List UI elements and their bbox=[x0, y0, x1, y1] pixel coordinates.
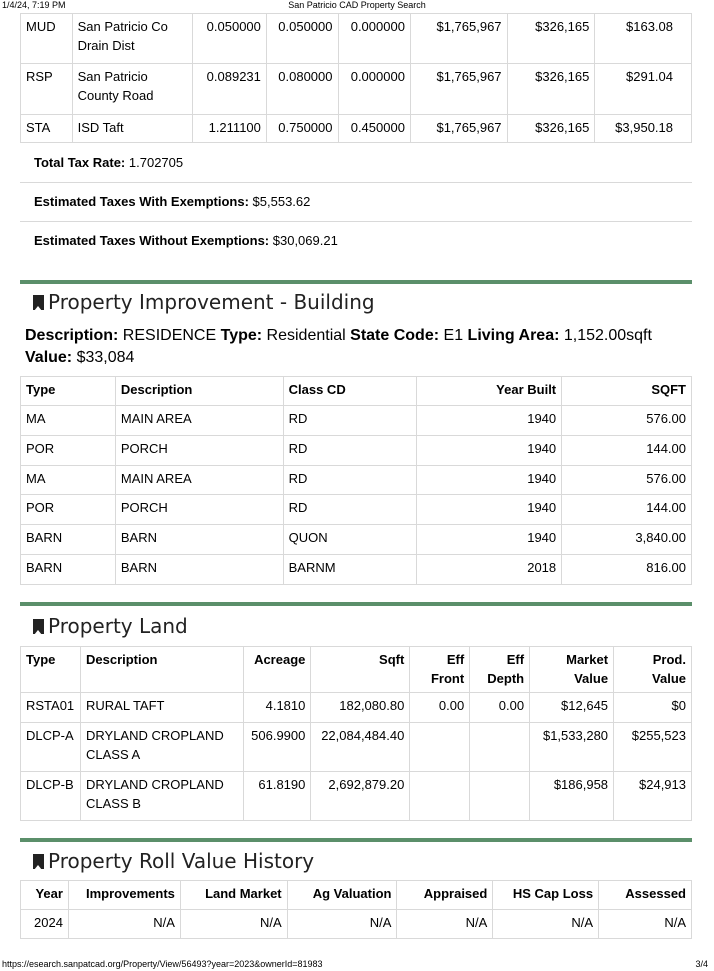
tax-rate: 0.000000 bbox=[338, 14, 410, 64]
land-section-title: Property Land bbox=[33, 614, 188, 638]
bookmark-icon bbox=[33, 295, 44, 310]
tax-entity-name: ISD Taft bbox=[72, 115, 193, 143]
table-row: POR PORCH RD 1940 144.00 bbox=[21, 436, 692, 466]
print-header bbox=[0, 0, 714, 12]
table-row: DLCP-A DRYLAND CROPLAND CLASS A 506.9900 22,084,484.40 $1,533,280 $255,523 bbox=[21, 723, 692, 772]
tax-amount: $326,165 bbox=[507, 64, 595, 115]
improvement-description: Description: RESIDENCE Type: Residential State Code: E1 Living Area: 1,152.00sqft Value: $33,084 bbox=[25, 327, 652, 366]
table-row: RSTA01 RURAL TAFT 4.1810 182,080.80 0.00 0.00 $12,645 $0 bbox=[21, 693, 692, 723]
section-divider bbox=[20, 280, 692, 284]
table-row: MA MAIN AREA RD 1940 576.00 bbox=[21, 406, 692, 436]
section-divider bbox=[20, 602, 692, 606]
table-row: MA MAIN AREA RD 1940 576.00 bbox=[21, 466, 692, 495]
tax-entities-table bbox=[20, 13, 692, 143]
col-class: Class CD bbox=[283, 377, 417, 406]
tax-amount: $326,165 bbox=[507, 14, 595, 64]
print-title: San Patricio CAD Property Search bbox=[288, 0, 426, 10]
table-header-row: Year Improvements Land Market Ag Valuation Appraised HS Cap Loss Assessed bbox=[21, 881, 692, 910]
table-row: POR PORCH RD 1940 144.00 bbox=[21, 495, 692, 525]
tax-amount: $326,165 bbox=[507, 115, 595, 143]
tax-amount: $1,765,967 bbox=[410, 64, 507, 115]
page-url: https://esearch.sanpatcad.org/Property/View/56493?year=2023&ownerId=81983 bbox=[2, 959, 323, 969]
bookmark-icon bbox=[33, 854, 44, 869]
table-row: BARN BARN BARNM 2018 816.00 bbox=[21, 555, 692, 585]
tax-rate: 0.450000 bbox=[338, 115, 410, 143]
tax-total: $3,950.18 bbox=[595, 115, 692, 143]
roll-section-title: Property Roll Value History bbox=[33, 849, 314, 873]
bookmark-icon bbox=[33, 619, 44, 634]
tax-code: MUD bbox=[21, 14, 73, 64]
taxes-without-exemptions-value: $30,069.21 bbox=[272, 233, 338, 248]
col-year: Year Built bbox=[417, 377, 562, 406]
tax-total: $163.08 bbox=[595, 14, 692, 64]
col-sqft: SQFT bbox=[562, 377, 692, 406]
taxes-without-exemptions: Estimated Taxes Without Exemptions: $30,069.21 bbox=[34, 233, 338, 248]
tax-rate: 1.211100 bbox=[193, 115, 267, 143]
tax-amount: $1,765,967 bbox=[410, 14, 507, 64]
taxes-with-exemptions-value: $5,553.62 bbox=[252, 194, 311, 209]
improvement-section-title: Property Improvement - Building bbox=[33, 290, 375, 314]
tax-summary bbox=[20, 144, 692, 260]
tax-rate: 0.050000 bbox=[266, 14, 338, 64]
tax-total: $291.04 bbox=[595, 64, 692, 115]
tax-rate: 0.000000 bbox=[338, 64, 410, 115]
table-row: DLCP-B DRYLAND CROPLAND CLASS B 61.8190 2,692,879.20 $186,958 $24,913 bbox=[21, 772, 692, 821]
table-row: BARN BARN QUON 1940 3,840.00 bbox=[21, 525, 692, 555]
page-number: 3/4 bbox=[695, 959, 708, 969]
tax-amount: $1,765,967 bbox=[410, 115, 507, 143]
tax-rate: 0.050000 bbox=[193, 14, 267, 64]
col-description: Description bbox=[115, 377, 283, 406]
tax-rate: 0.750000 bbox=[266, 115, 338, 143]
tax-rate: 0.089231 bbox=[193, 64, 267, 115]
tax-code: STA bbox=[21, 115, 73, 143]
print-footer bbox=[0, 959, 714, 971]
tax-entity-name: San Patricio Co Drain Dist bbox=[72, 14, 193, 64]
total-tax-rate: Total Tax Rate: 1.702705 bbox=[20, 144, 692, 183]
table-header-row: Type Description Acreage Sqft Eff Front Eff Depth Market Value Prod. Value bbox=[21, 647, 692, 693]
table-row bbox=[21, 115, 692, 143]
print-datetime: 1/4/24, 7:19 PM bbox=[2, 0, 66, 10]
land-table bbox=[20, 646, 692, 821]
roll-value-table bbox=[20, 880, 692, 939]
tax-rate: 0.080000 bbox=[266, 64, 338, 115]
table-row bbox=[21, 64, 692, 115]
total-tax-rate-value: 1.702705 bbox=[128, 155, 184, 170]
table-header-row bbox=[21, 377, 692, 406]
section-divider bbox=[20, 838, 692, 842]
tax-entity-name: San Patricio County Road bbox=[72, 64, 193, 115]
table-row: 2024 N/A N/A N/A N/A N/A N/A bbox=[21, 910, 692, 939]
table-row bbox=[21, 14, 692, 64]
col-type: Type bbox=[21, 377, 116, 406]
taxes-with-exemptions: Estimated Taxes With Exemptions: $5,553.62 bbox=[20, 183, 692, 222]
tax-code: RSP bbox=[21, 64, 73, 115]
improvement-table bbox=[20, 376, 692, 585]
